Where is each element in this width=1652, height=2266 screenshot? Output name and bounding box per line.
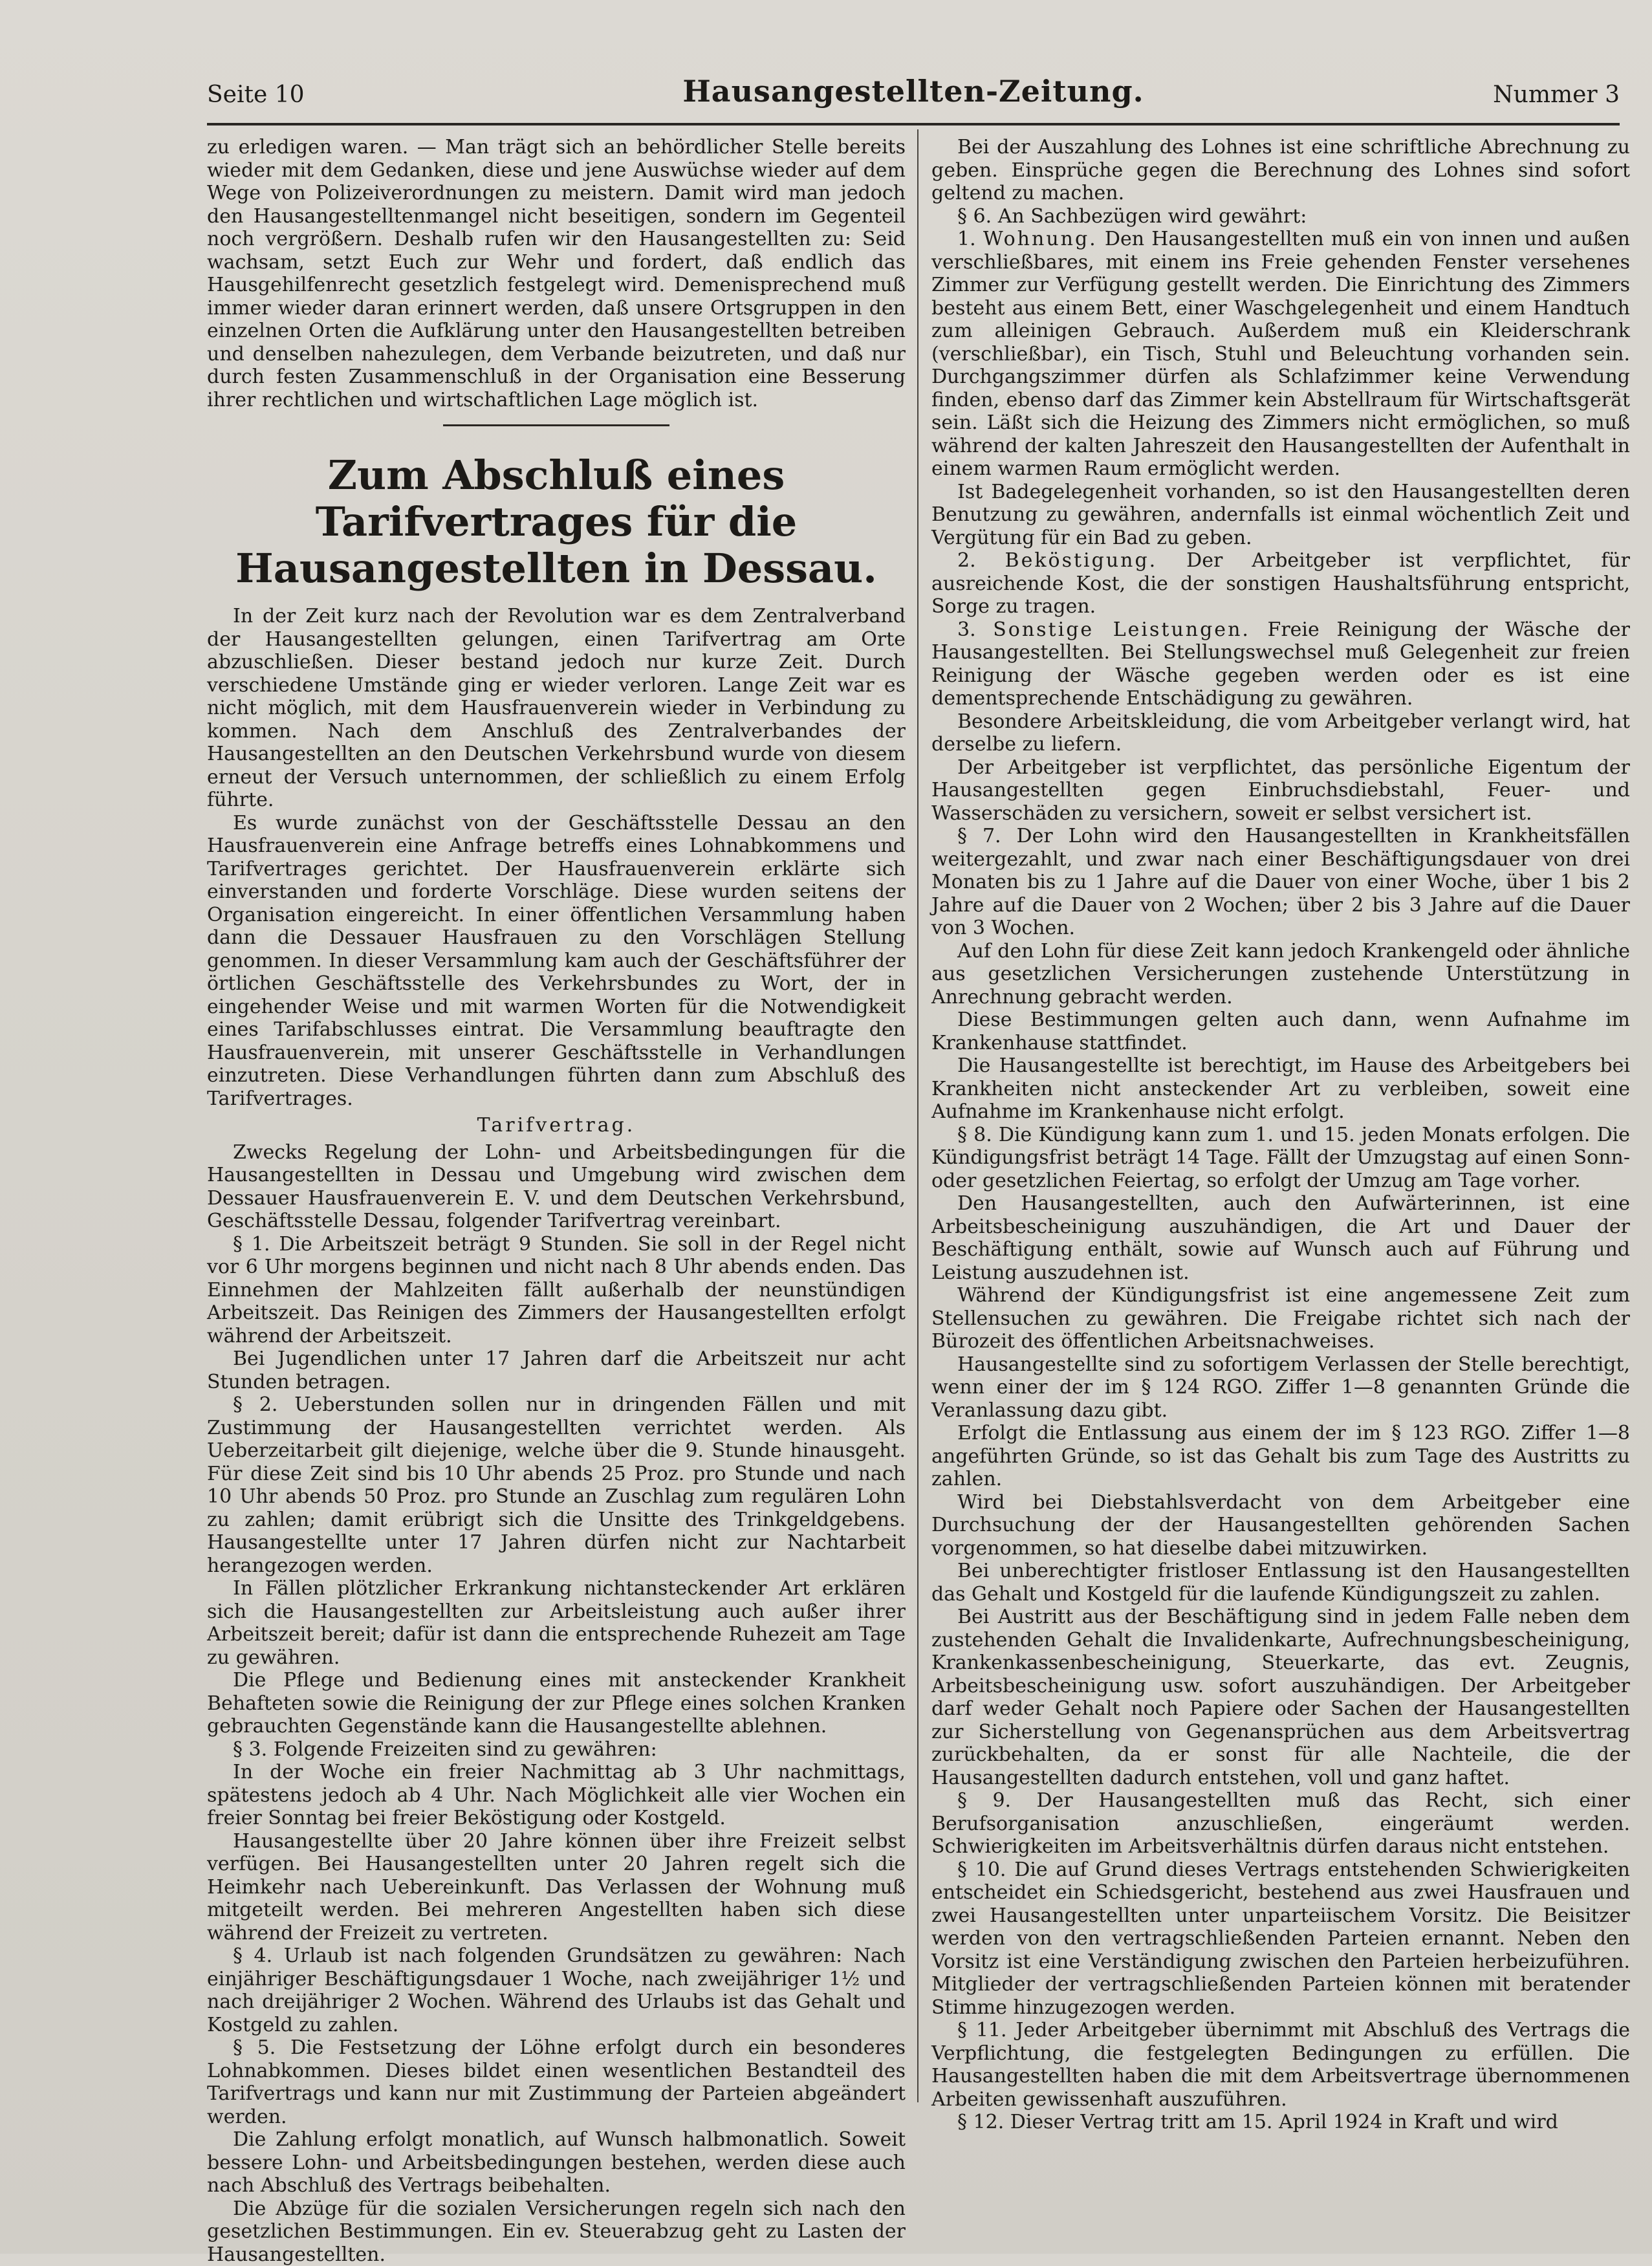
section-5-payment: Die Zahlung erfolgt monatlich, auf Wunsch halbmonatlich. Soweit bessere Lohn- und Arbeitsbedingungen bestehen, werden diese auch nach Abschluß des Vertrags beibehalten. [207,2128,906,2197]
section-3-age: Hausangestellte über 20 Jahre können über ihre Freizeit selbst verfügen. Bei Hausangestellten unter 20 Jahren regelt sich die Heimkehr nach Uebereinkunft. Das Verlassen der Wohnung muß mitgeteilt werden. Bei mehreren Angestellten haben sich diese während der Freizeit zu vertreten. [207,1830,906,1945]
section-8-papers: Bei Austritt aus der Beschäftigung sind in jedem Falle neben dem zustehenden Gehalt die Invalidenkarte, Aufrechnungsbescheinigung, Krankenkassenbescheinigung, Steuerkarte, das evt. Zeugnis, Arbeitsbescheinigung usw. sofort auszuhändigen. Der Arbeitgeber darf weder Gehalt noch Papiere oder Sachen der Hausangestellten zur Sicherstellung von Gegenansprüchen aus dem Arbeitsvertrag zurückbehalten, da er sonst für alle Nachteile, die der Hausangestellten dadurch entstehen, voll und ganz haftet. [931,1606,1630,1789]
section-8-dismissal: Erfolgt die Entlassung aus einem der im § 123 RGO. Ziffer 1—8 angeführten Gründe, so ist das Gehalt bis zum Tage des Austritts zu zahlen. [931,1422,1630,1491]
section-3-week: In der Woche ein freier Nachmittag ab 3 Uhr nachmittags, spätestens jedoch ab 4 Uhr. Nach Möglichkeit alle vier Wochen ein freier Sonntag bei freier Beköstigung oder Kostgeld. [207,1761,906,1830]
issue-number: Nummer 3 [1493,82,1620,108]
work-clothing: Besondere Arbeitskleidung, die vom Arbeitgeber verlangt wird, hat derselbe zu liefern. [931,710,1630,756]
section-7-hospital: Diese Bestimmungen gelten auch dann, wenn Aufnahme im Krankenhause stattfindet. [931,1008,1630,1054]
housing-text: Den Hausangestellten muß ein von innen und außen verschließbares, mit einem ins Freie gehenden Fenster versehenes Zimmer zur Verfügung gestellt werden. Die Einrichtung des Zimmers besteht aus einem Bett, einer Waschgelegenheit und einem Handtuch zum alleinigen Gebrauch. Außerdem muß ein Kleiderschrank (verschließbar), ein Tisch, Stuhl und Beleuchtung vorhanden sein. Durchgangszimmer dürfen als Schlafzimmer keine Verwendung finden, ebenso darf das Zimmer kein Abstellraum für Wirtschaftsgerät sein. Läßt sich die Heizung des Zimmers nicht ermöglichen, so muß während der kalten Jahreszeit den Hausangestellten der Aufenthalt in einem warmen Raum ermöglicht werden. [931,228,1630,480]
column-divider [917,129,918,2102]
property-insurance: Der Arbeitgeber ist verpflichtet, das persönliche Eigentum der Hausangestellten gegen Einbruchsdiebstahl, Feuer- und Wasserschäden zu versichern, soweit er selbst versichert ist. [931,756,1630,825]
section-8-search: Wird bei Diebstahlsverdacht von dem Arbeitgeber eine Durchsuchung der der Hausangestellten gehörenden Sachen vorgenommen, so hat dieselbe dabei mitzuwirken. [931,1491,1630,1560]
section-2-care: Die Pflege und Bedienung eines mit ansteckender Krankheit Behafteten sowie die Reinigung der zur Pflege eines solchen Kranken gebrauchten Gegenstände kann die Hausangestellte ablehnen. [207,1669,906,1738]
payment-statement: Bei der Auszahlung des Lohnes ist eine schriftliche Abrechnung zu geben. Einsprüche gegen die Berechnung des Lohnes sind sofort geltend zu machen. [931,136,1630,205]
other-text: Freie Reinigung der Wäsche der Hausangestellten. Bei Stellungswechsel muß Gelegenheit zur freien Reinigung der Wäsche gegeben werden oder es ist eine dementsprechende Entschädigung zu gewähren. [931,618,1630,710]
section-5: § 5. Die Festsetzung der Löhne erfolgt durch ein besonderes Lohnabkommen. Dieses bildet einen wesentlichen Bestandteil des Tarifvertrags und kann nur mit Zustimmung der Parteien abgeändert werden. [207,2036,906,2128]
section-2: § 2. Ueberstunden sollen nur in dringenden Fällen und mit Zustimmung der Hausangestellten verrichtet werden. Als Ueberzeitarbeit gilt diejenige, welche über die 9. Stunde hinausgeht. Für diese Zeit sind bis 10 Uhr abends 25 Proz. pro Stunde und nach 10 Uhr abends 50 Proz. pro Stunde an Zuschlag zum regulären Lohn zu zahlen; damit erübrigt sich die Unsitte des Trinkgeldgebens. Hausangestellte unter 17 Jahren dürfen nicht zur Nachtarbeit herangezogen werden. [207,1393,906,1577]
article-title-line-1: Zum Abschluß eines Tarifvertrages für die [207,452,906,545]
section-8: § 8. Die Kündigung kann zum 1. und 15. jeden Monats erfolgen. Die Kündigungsfrist beträgt 14 Tage. Fällt der Umzugstag auf einen Sonn- oder gesetzlichen Feiertag, so erfolgt der Umzug am Tage vorher. [931,1124,1630,1193]
section-6-bath: Ist Badegelegenheit vorhanden, so ist den Hausangestellten deren Benutzung zu gewähren, andernfalls ist einmal wöchentlich Zeit und Vergütung für ein Bad zu geben. [931,481,1630,550]
section-9: § 9. Der Hausangestellten muß das Recht, sich einer Berufsorganisation anzuschließen, eingeräumt werden. Schwierigkeiten im Arbeitsverhältnis dürfen daraus nicht entstehen. [931,1789,1630,1858]
section-10: § 10. Die auf Grund dieses Vertrags entstehenden Schwierigkeiten entscheidet ein Schiedsgericht, bestehend aus zwei Hausfrauen und zwei Hausangestellten unter unparteiischem Vorsitz. Die Beisitzer werden von den vertragschließenden Parteien ernannt. Neben den Vorsitz ist eine Verständigung zwischen den Parteien herbeizuführen. Mitglieder der vertragschließenden Parteien können mit beratender Stimme hinzugezogen werden. [931,1858,1630,2020]
article-paragraph: In der Zeit kurz nach der Revolution war es dem Zentralverband der Hausangestellten gelungen, einen Tarifvertrag am Orte abzuschließen. Dieser bestand jedoch nur kurze Zeit. Durch verschiedene Umstände ging er wieder verloren. Lange Zeit war es nicht möglich, mit dem Hausfrauenverein wieder in Verbindung zu kommen. Nach dem Anschluß des Zentralverbandes der Hausangestellten an den Deutschen Verkehrsbund wurde von diesem erneut der Versuch unternommen, der schließlich zu einem Erfolg führte. [207,605,906,812]
other-label: Sonstige Leistungen. [993,618,1250,641]
left-column [207,136,906,2266]
newspaper-title: Hausangestellten-Zeitung. [207,74,1620,109]
page-number: Seite 10 [207,82,305,108]
section-8-certificate: Den Hausangestellten, auch den Aufwärterinnen, ist eine Arbeitsbescheinigung auszuhändigen, die Art und Dauer der Beschäftigung enthält, sowie auf Wunsch auch auf Führung und Leistung auszudehnen ist. [931,1192,1630,1284]
board-text: Der Arbeitgeber ist verpflichtet, für ausreichende Kost, die der sonstigen Haushaltsführung entspricht, Sorge zu tragen. [931,549,1630,618]
section-3: § 3. Folgende Freizeiten sind zu gewähren: [207,1738,906,1761]
section-6-board: 2. Beköstigung. Der Arbeitgeber ist verpflichtet, für ausreichende Kost, die der sonstigen Haushaltsführung entspricht, Sorge zu tragen. [931,549,1630,618]
section-12: § 12. Dieser Vertrag tritt am 15. April 1924 in Kraft und wird [931,2111,1630,2134]
article-title [207,452,906,592]
section-2-illness: In Fällen plötzlicher Erkrankung nichtansteckender Art erklären sich die Hausangestellten zur Arbeitsleistung auch außer ihrer Arbeitszeit bereit; dafür ist dann die entsprechende Ruhezeit am Tage zu gewähren. [207,1577,906,1669]
section-6: § 6. An Sachbezügen wird gewährt: [931,205,1630,228]
intro-paragraph: zu erledigen waren. — Man trägt sich an behördlicher Stelle bereits wieder mit dem Gedanken, diese und jene Auswüchse wieder auf dem Wege von Polizeiverordnungen zu meistern. Damit wird man jedoch den Hausangestelltenmangel nicht beseitigen, sondern im Gegenteil noch vergrößern. Deshalb rufen wir den Hausangestellten zu: Seid wachsam, setzt Euch zur Wehr und fordert, daß endlich das Hausgehilfenrecht gesetzlich festgelegt wird. Demenisprechend muß immer wieder daran erinnert werden, daß unsere Ortsgruppen in den einzelnen Orten die Aufklärung unter den Hausangestellten betreiben und denselben nahezulegen, dem Verbande beizutreten, und daß nur durch festen Zusammenschluß in der Organisation eine Besserung ihrer rechtlichen und wirtschaftlichen Lage möglich ist. [207,136,906,411]
article-title-line-2: Hausangestellten in Dessau. [207,545,906,592]
section-6-other: 3. Sonstige Leistungen. Freie Reinigung der Wäsche der Hausangestellten. Bei Stellungswechsel muß Gelegenheit zur freien Reinigung der Wäsche gegeben werden oder es ist eine dementsprechende Entschädigung zu gewähren. [931,618,1630,710]
section-rule [443,424,669,426]
article-paragraph: Zwecks Regelung der Lohn- und Arbeitsbedingungen für die Hausangestellten in Dessau und Umgebung wird zwischen dem Dessauer Hausfrauenverein E. V. und dem Deutschen Verkehrsbund, Geschäftsstelle Dessau, folgender Tarifvertrag vereinbart. [207,1141,906,1233]
section-6-housing: 1. Wohnung. Den Hausangestellten muß ein von innen und außen verschließbares, mit einem ins Freie gehenden Fenster versehenes Zimmer zur Verfügung gestellt werden. Die Einrichtung des Zimmers besteht aus einem Bett, einer Waschgelegenheit und einem Handtuch zum alleinigen Gebrauch. Außerdem muß ein Kleiderschrank (verschließbar), ein Tisch, Stuhl und Beleuchtung vorhanden sein. Durchgangszimmer dürfen als Schlafzimmer keine Verwendung finden, ebenso darf das Zimmer kein Abstellraum für Wirtschaftsgerät sein. Läßt sich die Heizung des Zimmers nicht ermöglichen, so muß während der kalten Jahreszeit den Hausangestellten der Aufenthalt in einem warmen Raum ermöglicht werden. [931,228,1630,481]
section-1-youth: Bei Jugendlichen unter 17 Jahren darf die Arbeitszeit nur acht Stunden betragen. [207,1347,906,1393]
section-8-unjustified: Bei unberechtigter fristloser Entlassung ist den Hausangestellten das Gehalt und Kostgeld für die laufende Kündigungszeit zu zahlen. [931,1560,1630,1606]
section-1: § 1. Die Arbeitszeit beträgt 9 Stunden. Sie soll in der Regel nicht vor 6 Uhr morgens beginnen und nicht nach 8 Uhr abends enden. Das Einnehmen der Mahlzeiten fällt außerhalb der neunstündigen Arbeitszeit. Das Reinigen des Zimmers der Hausangestellten erfolgt während der Arbeitszeit. [207,1233,906,1348]
article-paragraph: Es wurde zunächst von der Geschäftsstelle Dessau an den Hausfrauenverein eine Anfrage betreffs eines Lohnabkommens und Tarifvertrages gerichtet. Der Hausfrauenverein erklärte sich einverstanden und forderte Vorschläge. Diese wurden seitens der Organisation eingereicht. In einer öffentlichen Versammlung haben dann die Dessauer Hausfrauen zu den Vorschlägen Stellung genommen. In dieser Versammlung kam auch der Geschäftsführer der örtlichen Geschäftsstelle des Verkehrsbundes zu Wort, der in eingehender Weise und mit warmen Worten für die Notwendigkeit eines Tarifabschlusses eintrat. Die Versammlung beauftragte den Hausfrauenverein, mit unserer Geschäftsstelle in Verhandlungen einzutreten. Diese Verhandlungen führten dann zum Abschluß des Tarifvertrages. [207,812,906,1111]
section-4: § 4. Urlaub ist nach folgenden Grundsätzen zu gewähren: Nach einjähriger Beschäftigungsdauer 1 Woche, nach zweijähriger 1½ und nach dreijähriger 2 Wochen. Während des Urlaubs ist das Gehalt und Kostgeld zu zahlen. [207,1945,906,2036]
section-7-sickpay: Auf den Lohn für diese Zeit kann jedoch Krankengeld oder ähnliche aus gesetzlichen Versicherungen zustehende Unterstützung in Anrechnung gebracht werden. [931,940,1630,1009]
section-11: § 11. Jeder Arbeitgeber übernimmt mit Abschluß des Vertrags die Verpflichtung, die festgelegten Bedingungen zu erfüllen. Die Hausangestellten haben die mit dem Arbeitsvertrage übernommenen Arbeiten gewissenhaft auszuführen. [931,2019,1630,2111]
section-7-stay: Die Hausangestellte ist berechtigt, im Hause des Arbeitgebers bei Krankheiten nicht ansteckender Art zu verbleiben, soweit eine Aufnahme im Krankenhause nicht erfolgt. [931,1054,1630,1124]
contract-subheading: Tarifvertrag. [207,1114,906,1137]
board-label: Beköstigung. [1005,549,1158,572]
housing-label: Wohnung. [983,228,1098,250]
section-7: § 7. Der Lohn wird den Hausangestellten in Krankheitsfällen weitergezahlt, und zwar nach einer Beschäftigungsdauer von drei Monaten bis zu 1 Jahre auf die Dauer von einer Woche, über 1 bis 2 Jahre auf die Dauer von 2 Wochen; über 2 bis 3 Jahre auf die Dauer von 3 Wochen. [931,825,1630,940]
section-5-deductions: Die Abzüge für die sozialen Versicherungen regeln sich nach den gesetzlichen Bestimmungen. Ein ev. Steuerabzug geht zu Lasten der Hausangestellten. [207,2197,906,2266]
section-8-jobsearch: Während der Kündigungsfrist ist eine angemessene Zeit zum Stellensuchen zu gewähren. Die Freigabe richtet sich nach der Bürozeit des öffentlichen Arbeitsnachweises. [931,1284,1630,1353]
right-column [931,136,1630,2134]
section-8-immediate: Hausangestellte sind zu sofortigem Verlassen der Stelle berechtigt, wenn einer der im § 124 RGO. Ziffer 1—8 genannten Gründe die Veranlassung dazu gibt. [931,1353,1630,1422]
page-header [207,65,1620,125]
